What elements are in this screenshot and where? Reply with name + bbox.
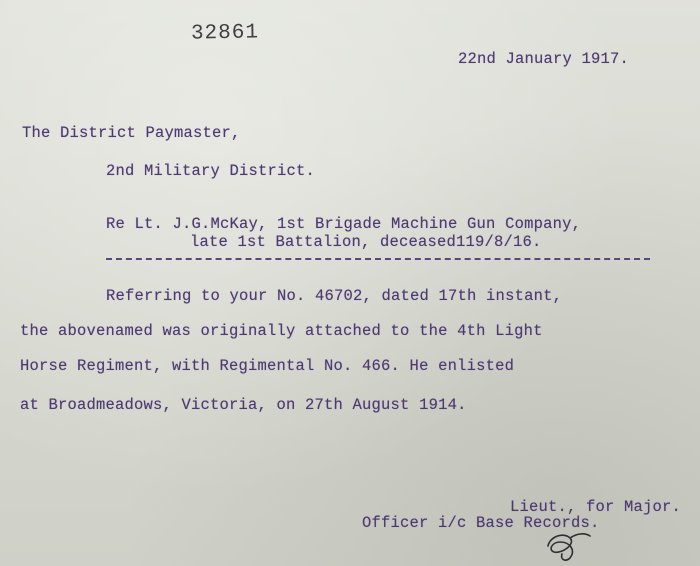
subject-line-2: late 1st Battalion, deceased119/8/16. — [190, 233, 542, 251]
subject-line-1: Re Lt. J.G.McKay, 1st Brigade Machine Gun Company, — [106, 215, 582, 233]
body-line-2: the abovenamed was originally attached to the 4th Light — [20, 322, 543, 340]
reference-number-stamp: 32861 — [190, 21, 260, 46]
signature-office: Officer i/c Base Records. — [362, 514, 600, 532]
signature-title: Lieut., for Major. — [510, 498, 682, 516]
addressee-line-1: The District Paymaster, — [22, 124, 241, 142]
letter-date: 22nd January 1917. — [458, 50, 630, 68]
body-line-4: at Broadmeadows, Victoria, on 27th August 1914. — [20, 396, 467, 414]
subject-underline-rule — [106, 258, 650, 260]
body-line-1: Referring to your No. 46702, dated 17th instant, — [106, 287, 563, 305]
handwritten-initials-signature — [540, 524, 596, 562]
body-line-3: Horse Regiment, with Regimental No. 466. He enlisted — [20, 357, 515, 375]
addressee-line-2: 2nd Military District. — [106, 162, 316, 180]
